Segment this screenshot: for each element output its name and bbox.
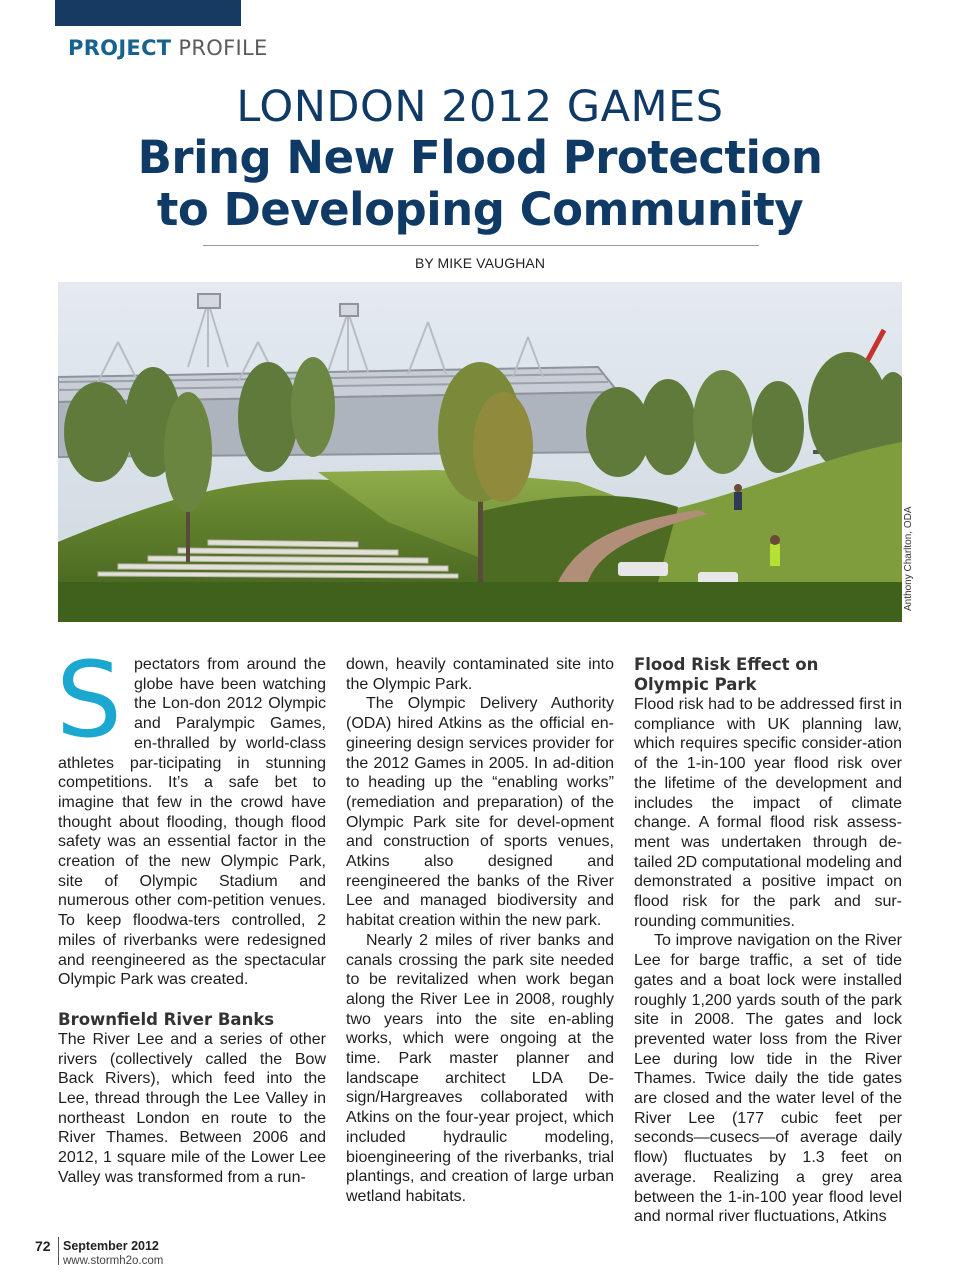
headline-rule [203,245,759,246]
issue-date: September 2012 [63,1239,159,1253]
subhead-flood-risk-line-1: Flood Risk Effect on [634,655,819,674]
headline-line-2: Bring New Flood Protection [137,131,823,184]
photo-illustration [58,282,902,622]
section-rest: PROFILE [178,36,268,60]
headline-line-3: to Developing Community [156,183,804,236]
col1-paragraph-1: pectators from around the globe have been watching the Lon-don 2012 Olympic and Paralympic Games, en-thralled by world-class athletes par-ticipating in stunning competitions. It’s a safe bet to imagine that few in the crowd have thought about flooding, though flood safety was an essential factor in the creation of the new Olympic Park, site of Olympic Stadium and numerous other com-petition venues. To keep floodwa-ters controlled, 2 miles of riverbanks were redesigned and reengineered as the spectacular Olympic Park was created. [58,656,326,989]
website-url: www.stormh2o.com [63,1255,164,1267]
col2-paragraph-2: The Olympic Delivery Authority (ODA) hired Atkins as the official en-gineering design services provider for the 2012 Games in 2005. In ad-dition to heading up the “enabling works” (remediation and preparation) of the Olympic Park site for devel-opment and construction of sports venues, Atkins also designed and reengineered the banks of the River Lee and managed biodiversity and habitat creation within the new park. [346,695,614,930]
column-2 [346,655,614,1207]
col1-paragraph-2: The River Lee and a series of other rivers (collectively called the Bow Back Rivers), which feed into the Lee, thread through the Lee Valley in northeast London en route to the River Thames. Between 2006 and 2012, 1 square mile of the Lower Lee Valley was transformed from a run- [58,1030,326,1186]
col2-paragraph-3: Nearly 2 miles of river banks and canals crossing the park site needed to be revitalized when work began along the River Lee in 2008, roughly two years into the site en-abling works, which were ongoing at the time. Park master planner and landscape architect LDA De-sign/Hargreaves collaborated with Atkins on the four-year project, which included hydraulic modeling, bioengineering of the riverbanks, trial plantings, and creation of large urban wetland habitats. [346,931,614,1205]
page-number: 72 [35,1238,51,1254]
subhead-flood-risk-line-2: Olympic Park [634,675,757,694]
headline-line-1: LONDON 2012 GAMES [236,82,724,132]
subhead-brownfield: Brownfield River Banks [58,1009,275,1029]
olympic-park-photo [58,282,902,622]
column-3 [634,655,902,1227]
section-keyword: PROJECT [68,36,172,60]
col2-paragraph-1: down, heavily contaminated site into the Olympic Park. [346,656,614,693]
top-color-bar [55,0,241,26]
photo-credit-text: Anthony Charlton, ODA [903,506,914,611]
col3-paragraph-1: Flood risk had to be addressed first in compliance with UK planning law, which requires specific consider-ation of the 1-in-100 year flood risk over the lifetime of the development and includes the impact of climate change. A formal flood risk assess-ment was undertaken through de-tailed 2D computational modeling and demonstrated a positive impact on flood risk for the park and sur-rounding communities. [634,696,902,930]
headline [40,82,920,236]
col3-paragraph-2: To improve navigation on the River Lee for barge traffic, a set of tide gates and a boat lock were installed roughly 1,200 yards south of the park site in 2008. The gates and lock prevented water loss from the River Lee during low tide in the River Thames. Twice daily the tide gates are closed and the water level of the River Lee (177 cubic feet per seconds—cusecs—of average daily flow) fluctuates by 1.3 feet on average. Realizing a grey area between the 1-in-100 year flood level and normal river fluctuations, Atkins [634,932,902,1226]
section-label [68,36,268,60]
foreground-grass [58,582,902,622]
footer-divider [58,1237,59,1265]
column-1 [56,639,326,1188]
byline: BY MIKE VAUGHAN [414,255,546,271]
drop-cap: S [56,639,123,761]
